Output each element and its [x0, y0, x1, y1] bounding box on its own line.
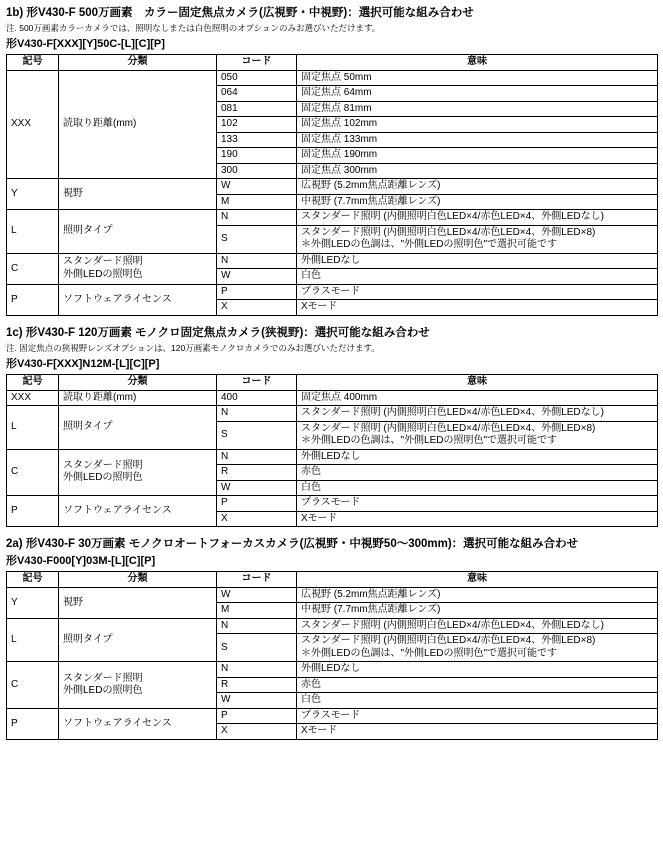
cell-meaning: 固定焦点 81mm [297, 101, 658, 117]
header-meaning: 意味 [297, 572, 658, 588]
cell-code: 300 [217, 163, 297, 179]
cell-classification: ソフトウェアライセンス [59, 496, 217, 527]
cell-meaning: 固定焦点 300mm [297, 163, 658, 179]
cell-meaning: 外側LEDなし [297, 449, 658, 465]
header-code: コード [217, 572, 297, 588]
cell-meaning: 固定焦点 102mm [297, 117, 658, 133]
cell-symbol: XXX [7, 390, 59, 406]
table-row [7, 179, 658, 195]
cell-symbol: XXX [7, 70, 59, 179]
cell-code: W [217, 587, 297, 603]
cell-meaning: プラスモード [297, 496, 658, 512]
spec-table [6, 54, 658, 316]
table-row [7, 496, 658, 512]
section-title: 2a) 形V430-F 30万画素 モノクロオートフォーカスカメラ(広視野・中視野50〜300mm)：選択可能な組み合わせ [6, 538, 579, 551]
spec-section [6, 6, 657, 316]
cell-meaning: 白色 [297, 480, 658, 496]
header-classification: 分類 [59, 55, 217, 71]
cell-code: 081 [217, 101, 297, 117]
table-row [7, 253, 658, 269]
cell-meaning: 白色 [297, 269, 658, 285]
cell-symbol: Y [7, 179, 59, 210]
cell-symbol: C [7, 662, 59, 709]
cell-meaning: 赤色 [297, 465, 658, 481]
cell-classification: スタンダード照明 外側LEDの照明色 [59, 253, 217, 284]
cell-code: 190 [217, 148, 297, 164]
cell-code: M [217, 603, 297, 619]
cell-symbol: P [7, 708, 59, 739]
cell-code: R [217, 677, 297, 693]
cell-symbol: L [7, 406, 59, 450]
cell-code: N [217, 662, 297, 678]
cell-meaning: 赤色 [297, 677, 658, 693]
cell-symbol: C [7, 253, 59, 284]
cell-meaning: スタンダード照明 (内側照明白色LED×4/赤色LED×4、外側LEDなし) [297, 406, 658, 422]
cell-code: N [217, 618, 297, 634]
cell-meaning: Xモード [297, 511, 658, 527]
table-header-row [7, 375, 658, 391]
cell-symbol: P [7, 496, 59, 527]
cell-classification: 照明タイプ [59, 618, 217, 662]
cell-meaning: スタンダード照明 (内側照明白色LED×4/赤色LED×4、外側LEDなし) [297, 210, 658, 226]
table-row [7, 390, 658, 406]
cell-meaning: 白色 [297, 693, 658, 709]
cell-classification: 読取り距離(mm) [59, 390, 217, 406]
cell-meaning: スタンダード照明 (内側照明白色LED×4/赤色LED×4、外側LED×8) ＊外側LEDの色調は、"外側LEDの照明色"で選択可能です [297, 634, 658, 662]
cell-code: W [217, 269, 297, 285]
cell-classification: 視野 [59, 179, 217, 210]
table-row [7, 587, 658, 603]
cell-symbol: Y [7, 587, 59, 618]
header-meaning: 意味 [297, 375, 658, 391]
spec-section [6, 537, 657, 740]
model-code: 形V430-F000[Y]03M-[L][C][P] [6, 555, 156, 567]
cell-classification: 読取り距離(mm) [59, 70, 217, 179]
table-row [7, 406, 658, 422]
table-row [7, 662, 658, 678]
header-symbol: 記号 [7, 375, 59, 391]
spec-table [6, 571, 658, 740]
cell-meaning: Xモード [297, 724, 658, 740]
spec-table [6, 374, 658, 527]
section-note: 注. 500万画素カラーカメラでは、照明なしまたは白色照明のオプションのみお選びいただけます。 [6, 22, 381, 33]
header-meaning: 意味 [297, 55, 658, 71]
cell-meaning: スタンダード照明 (内側照明白色LED×4/赤色LED×4、外側LEDなし) [297, 618, 658, 634]
cell-code: N [217, 449, 297, 465]
cell-meaning: 広視野 (5.2mm焦点距離レンズ) [297, 587, 658, 603]
table-header-row [7, 55, 658, 71]
cell-code: W [217, 693, 297, 709]
cell-symbol: P [7, 284, 59, 315]
cell-code: X [217, 511, 297, 527]
section-note: 注. 固定焦点の狭視野レンズオプションは、120万画素モノクロカメラでのみお選びいただけます。 [6, 342, 380, 353]
cell-code: P [217, 284, 297, 300]
cell-classification: 照明タイプ [59, 210, 217, 254]
cell-code: N [217, 406, 297, 422]
cell-code: 064 [217, 86, 297, 102]
cell-classification: スタンダード照明 外側LEDの照明色 [59, 449, 217, 496]
cell-meaning: 外側LEDなし [297, 253, 658, 269]
spec-section [6, 326, 657, 527]
cell-code: M [217, 194, 297, 210]
cell-classification: 視野 [59, 587, 217, 618]
table-row [7, 70, 658, 86]
cell-code: X [217, 724, 297, 740]
cell-meaning: スタンダード照明 (内側照明白色LED×4/赤色LED×4、外側LED×8) ＊外側LEDの色調は、"外側LEDの照明色"で選択可能です [297, 225, 658, 253]
cell-classification: スタンダード照明 外側LEDの照明色 [59, 662, 217, 709]
model-code: 形V430-F[XXX]N12M-[L][C][P] [6, 357, 160, 370]
cell-code: P [217, 708, 297, 724]
cell-meaning: 固定焦点 133mm [297, 132, 658, 148]
table-header-row [7, 572, 658, 588]
cell-code: X [217, 300, 297, 316]
cell-code: S [217, 634, 297, 662]
cell-code: N [217, 210, 297, 226]
cell-meaning: 固定焦点 400mm [297, 390, 658, 406]
cell-code: W [217, 480, 297, 496]
cell-meaning: 広視野 (5.2mm焦点距離レンズ) [297, 179, 658, 195]
cell-meaning: スタンダード照明 (内側照明白色LED×4/赤色LED×4、外側LED×8) ＊外側LEDの色調は、"外側LEDの照明色"で選択可能です [297, 421, 658, 449]
cell-code: 133 [217, 132, 297, 148]
header-symbol: 記号 [7, 55, 59, 71]
header-symbol: 記号 [7, 572, 59, 588]
cell-code: S [217, 225, 297, 253]
cell-code: P [217, 496, 297, 512]
cell-meaning: 中視野 (7.7mm焦点距離レンズ) [297, 194, 658, 210]
cell-meaning: 固定焦点 190mm [297, 148, 658, 164]
cell-meaning: プラスモード [297, 708, 658, 724]
table-row [7, 210, 658, 226]
cell-code: N [217, 253, 297, 269]
cell-classification: ソフトウェアライセンス [59, 284, 217, 315]
cell-symbol: L [7, 618, 59, 662]
table-row [7, 618, 658, 634]
cell-code: 102 [217, 117, 297, 133]
section-title: 1c) 形V430-F 120万画素 モノクロ固定焦点カメラ(狭視野)：選択可能な組み合わせ [6, 326, 430, 339]
cell-code: 050 [217, 70, 297, 86]
cell-classification: 照明タイプ [59, 406, 217, 450]
cell-code: W [217, 179, 297, 195]
header-code: コード [217, 375, 297, 391]
cell-symbol: C [7, 449, 59, 496]
cell-classification: ソフトウェアライセンス [59, 708, 217, 739]
cell-symbol: L [7, 210, 59, 254]
cell-code: 400 [217, 390, 297, 406]
table-row [7, 449, 658, 465]
cell-meaning: 固定焦点 50mm [297, 70, 658, 86]
cell-meaning: 固定焦点 64mm [297, 86, 658, 102]
cell-meaning: プラスモード [297, 284, 658, 300]
cell-code: R [217, 465, 297, 481]
cell-meaning: 外側LEDなし [297, 662, 658, 678]
cell-code: S [217, 421, 297, 449]
cell-meaning: Xモード [297, 300, 658, 316]
header-classification: 分類 [59, 375, 217, 391]
table-row [7, 284, 658, 300]
table-row [7, 708, 658, 724]
header-code: コード [217, 55, 297, 71]
model-code: 形V430-F[XXX][Y]50C-[L][C][P] [6, 37, 165, 50]
section-title: 1b) 形V430-F 500万画素 カラー固定焦点カメラ(広視野・中視野)：選択可能な組み合わせ [6, 7, 474, 19]
header-classification: 分類 [59, 572, 217, 588]
cell-meaning: 中視野 (7.7mm焦点距離レンズ) [297, 603, 658, 619]
